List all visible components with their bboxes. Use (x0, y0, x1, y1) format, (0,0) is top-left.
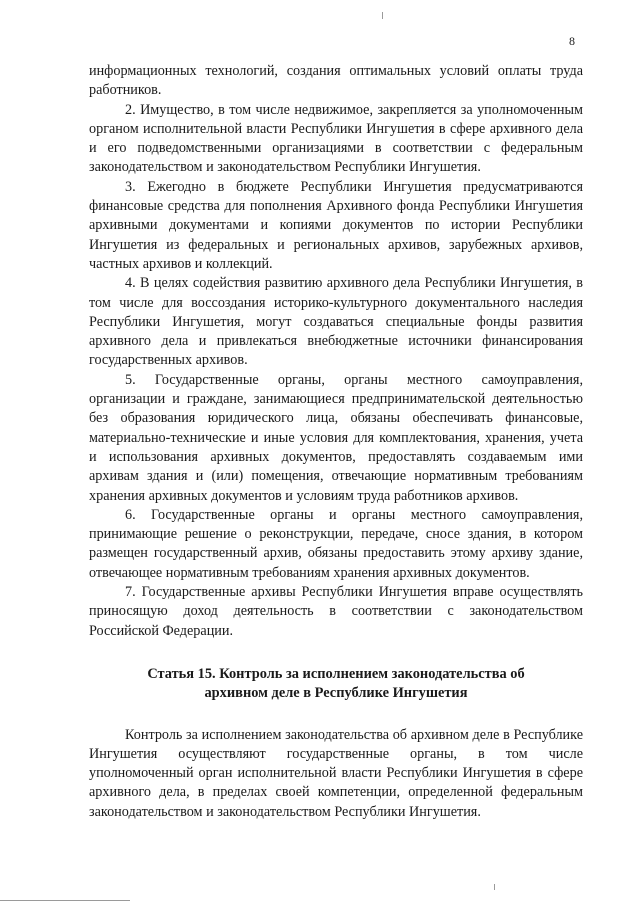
paragraph-item-7: 7. Государственные архивы Республики Ингушетия вправе осуществлять приносящую доход деятельность в соответствии с законодательством Российской Федерации. (89, 584, 583, 639)
paragraph-item-2: 2. Имущество, в том числе недвижимое, закрепляется за уполномоченным органом исполнительной власти Республики Ингушетия в сфере архивного дела и его подведомственными организациями в соответствии с федеральным законодательством и законодательством Республики Ингушетия. (89, 101, 583, 176)
paragraph-item-3: 3. Ежегодно в бюджете Республики Ингушетия предусматриваются финансовые средства для пополнения Архивного фонда Республики Ингушетия архивными документами и копиями документов по истории Республики Ингушетия из федеральных и региональных архивов, зарубежных архивов, частных архивов и коллекций. (89, 178, 583, 272)
scan-mark-bottom-left (0, 900, 130, 901)
paragraph-continuation: информационных технологий, создания оптимальных условий оплаты труда работников. (89, 63, 583, 99)
scan-mark-bottom-right (494, 884, 495, 890)
page-number: 8 (569, 34, 575, 48)
paragraph-item-4: 4. В целях содействия развитию архивного дела Республики Ингушетия, в том числе для воссоздания историко-культурного документального наследия Республики Ингушетия, могут создаваться специальные фонды развития архивного дела и привлекаться внебюджетные источники финансирования государственных архивов. (89, 275, 583, 369)
document-body (89, 62, 583, 822)
article-heading-line-2: архивном деле в Республике Ингушетия (204, 685, 468, 702)
paragraph-item-6: 6. Государственные органы и органы местного самоуправления, принимающие решение о реконструкции, передаче, сносе здания, в котором размещен государственный архив, обязаны предоставить этому архиву здание, отвечающее нормативным требованиям хранения архивных документов. (89, 506, 583, 581)
scan-mark-top (382, 12, 383, 19)
paragraph-item-5: 5. Государственные органы, органы местного самоуправления, организации и граждане, занимающиеся предпринимательской деятельностью без образования юридического лица, обязаны обеспечивать финансовые, материально-технические и иные условия для комплектования, хранения, учета и использования архивных документов, предоставлять создаваемым ими архивам здания и (или) помещения, отвечающие нормативным требованиям хранения архивных документов и условиям труда работников архивов. (89, 371, 583, 504)
article-heading-line-1: Статья 15. Контроль за исполнением законодательства об (147, 665, 525, 682)
article-heading (89, 665, 583, 704)
article-paragraph: Контроль за исполнением законодательства об архивном деле в Республике Ингушетия осуществляют государственные органы, в том числе уполномоченный орган исполнительной власти Республики Ингушетия в сфере архивного дела, в пределах своей компетенции, определенной федеральным законодательством и законодательством Республики Ингушетия. (89, 726, 583, 820)
